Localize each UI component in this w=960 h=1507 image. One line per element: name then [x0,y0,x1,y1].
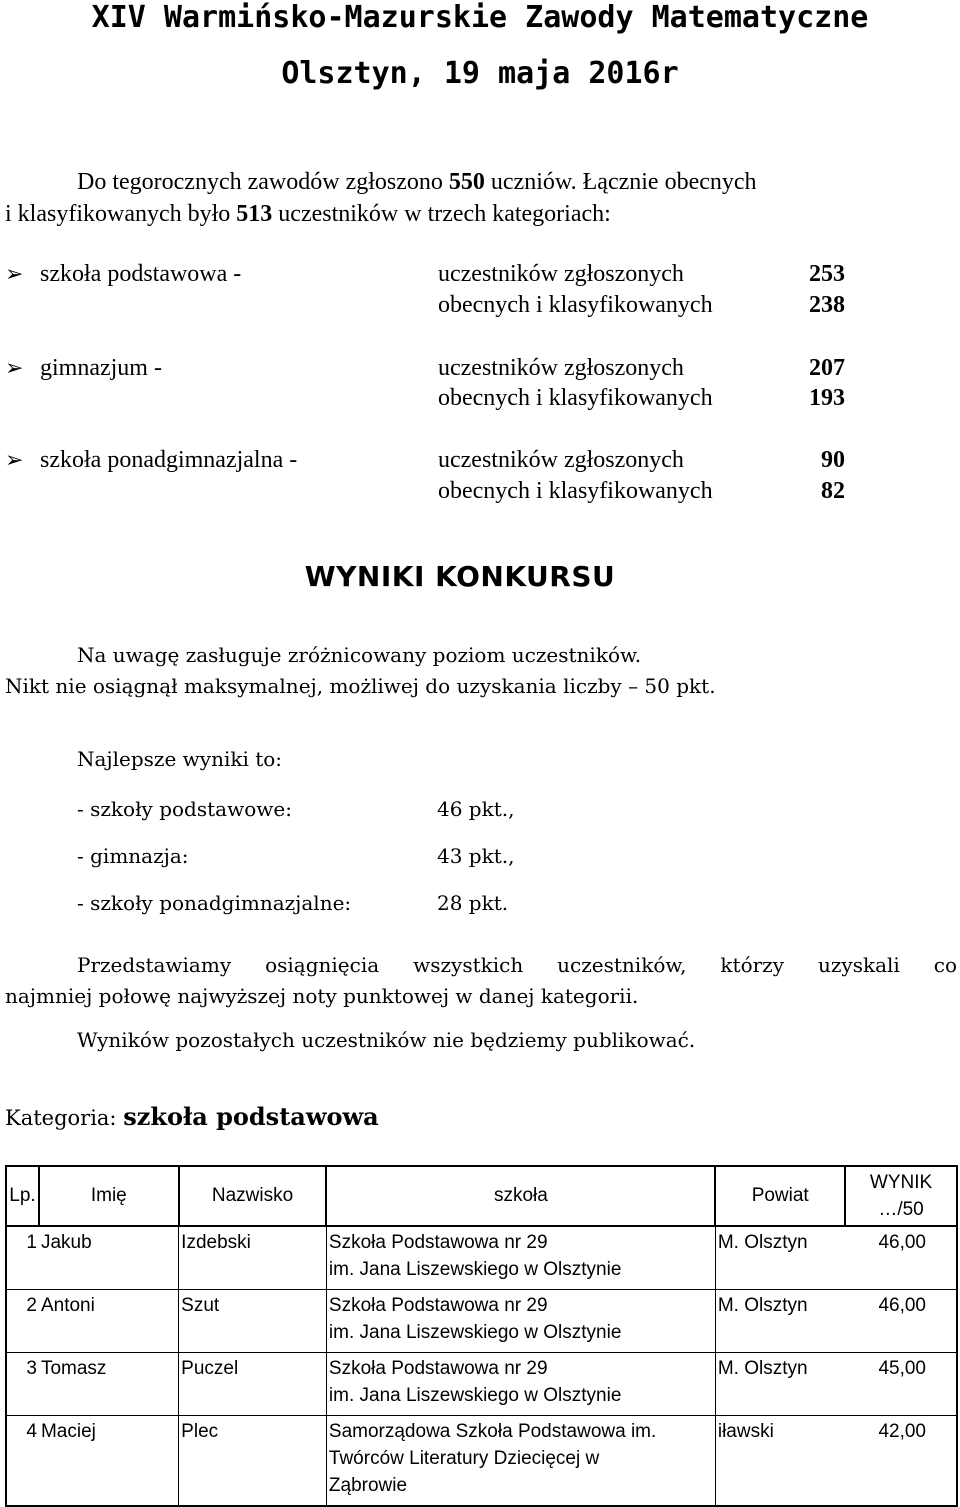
best-value: 43 pkt., [437,844,515,868]
results-table [5,1165,958,1507]
col-header-county: Powiat [715,1166,845,1226]
table-row [6,1226,957,1290]
cell-result: 42,00 [845,1416,957,1507]
cell-last-name: Plec [179,1416,327,1507]
section-title: WYNIKI KONKURSU [304,560,616,593]
present-label: obecnych i klasyfikowanych [438,385,713,411]
present-count: 238 [809,292,845,318]
cell-result: 45,00 [845,1353,957,1416]
cell-school [326,1353,715,1416]
note-line-1: Na uwagę zasługuje zróżnicowany poziom uczestników. [77,643,642,667]
arrow-bullet-icon: ➢ [5,448,24,473]
cell-first-name: Jakub [39,1226,179,1290]
col-header-school: szkoła [326,1166,715,1226]
registered-total: 550 [448,169,485,195]
cell-last-name: Szut [179,1290,327,1353]
registered-count: 253 [809,261,845,287]
category-name: szkoła podstawowa - [40,261,242,287]
best-label: - szkoły podstawowe: [77,797,292,821]
school-line: im. Jana Liszewskiego w Olsztynie [328,1385,622,1406]
registered-label: uczestników zgłoszonych [438,447,684,473]
cell-county: M. Olsztyn [715,1226,845,1290]
intro-line-1 [77,169,757,196]
col-header-result [845,1166,957,1226]
school-line: Szkoła Podstawowa nr 29 [328,1358,548,1379]
cell-county: iławski [715,1416,845,1507]
arrow-bullet-icon: ➢ [5,356,24,381]
cell-county: M. Olsztyn [715,1290,845,1353]
cell-first-name: Maciej [39,1416,179,1507]
intro-text: uczniów. Łącznie obecnych [484,169,757,195]
school-line: Szkoła Podstawowa nr 29 [328,1295,548,1316]
present-count: 82 [821,478,845,504]
cell-lp: 1 [6,1226,39,1290]
best-label: - szkoły ponadgimnazjalne: [77,891,352,915]
col-header-lp: Lp. [6,1166,39,1226]
table-row [6,1416,957,1507]
intro-line-2 [5,201,611,228]
intro-text: i klasyfikowanych było [5,201,237,227]
cell-lp: 4 [6,1416,39,1507]
school-line: im. Jana Liszewskiego w Olsztynie [328,1322,622,1343]
arrow-bullet-icon: ➢ [5,262,24,287]
cell-county: M. Olsztyn [715,1353,845,1416]
best-label: - gimnazja: [77,844,189,868]
category-heading-label: Kategoria: [5,1106,124,1130]
intro-text: Do tegorocznych zawodów zgłoszono [77,169,449,195]
registered-label: uczestników zgłoszonych [438,261,684,287]
para-2: Wyników pozostałych uczestników nie będziemy publikować. [77,1028,696,1052]
school-line: Ząbrowie [328,1475,408,1496]
col-header-last-name: Nazwisko [179,1166,327,1226]
intro-text: uczestników w trzech kategoriach: [272,201,611,227]
cell-last-name: Puczel [179,1353,327,1416]
category-heading-value: szkoła podstawowa [123,1102,379,1131]
table-header-row [6,1166,957,1226]
school-line: Twórców Literatury Dziecięcej w [328,1448,600,1469]
classified-total: 513 [236,201,273,227]
best-value: 28 pkt. [437,891,509,915]
registered-count: 90 [821,447,845,473]
best-heading: Najlepsze wyniki to: [77,747,283,771]
cell-lp: 3 [6,1353,39,1416]
present-label: obecnych i klasyfikowanych [438,478,713,504]
registered-label: uczestników zgłoszonych [438,355,684,381]
category-heading [5,1102,379,1131]
note-line-2: Nikt nie osiągnął maksymalnej, możliwej do uzyskania liczby – 50 pkt. [5,674,716,698]
category-name: szkoła ponadgimnazjalna - [40,447,298,473]
table-row [6,1353,957,1416]
cell-school [326,1290,715,1353]
cell-school [326,1226,715,1290]
school-line: im. Jana Liszewskiego w Olsztynie [328,1259,622,1280]
page-title: XIV Warmińsko-Mazurskie Zawody Matematyczne [91,0,869,35]
cell-result: 46,00 [845,1226,957,1290]
para-line-2: najmniej połowę najwyższej noty punktowej w danej kategorii. [5,984,639,1008]
best-value: 46 pkt., [437,797,515,821]
cell-last-name: Izdebski [179,1226,327,1290]
cell-lp: 2 [6,1290,39,1353]
page-subtitle: Olsztyn, 19 maja 2016r [281,56,679,91]
cell-first-name: Tomasz [39,1353,179,1416]
school-line: Samorządowa Szkoła Podstawowa im. [328,1421,657,1442]
result-header-line-2: …/50 [878,1199,924,1220]
cell-school [326,1416,715,1507]
cell-result: 46,00 [845,1290,957,1353]
col-header-first-name: Imię [39,1166,179,1226]
cell-first-name: Antoni [39,1290,179,1353]
category-name: gimnazjum - [40,355,162,381]
registered-count: 207 [809,355,845,381]
table-row [6,1290,957,1353]
present-label: obecnych i klasyfikowanych [438,292,713,318]
present-count: 193 [809,385,845,411]
para-line-1: Przedstawiamy osiągnięcia wszystkich uczestników, którzy uzyskali co [77,953,957,977]
school-line: Szkoła Podstawowa nr 29 [328,1232,548,1253]
result-header-line-1: WYNIK [869,1172,933,1193]
